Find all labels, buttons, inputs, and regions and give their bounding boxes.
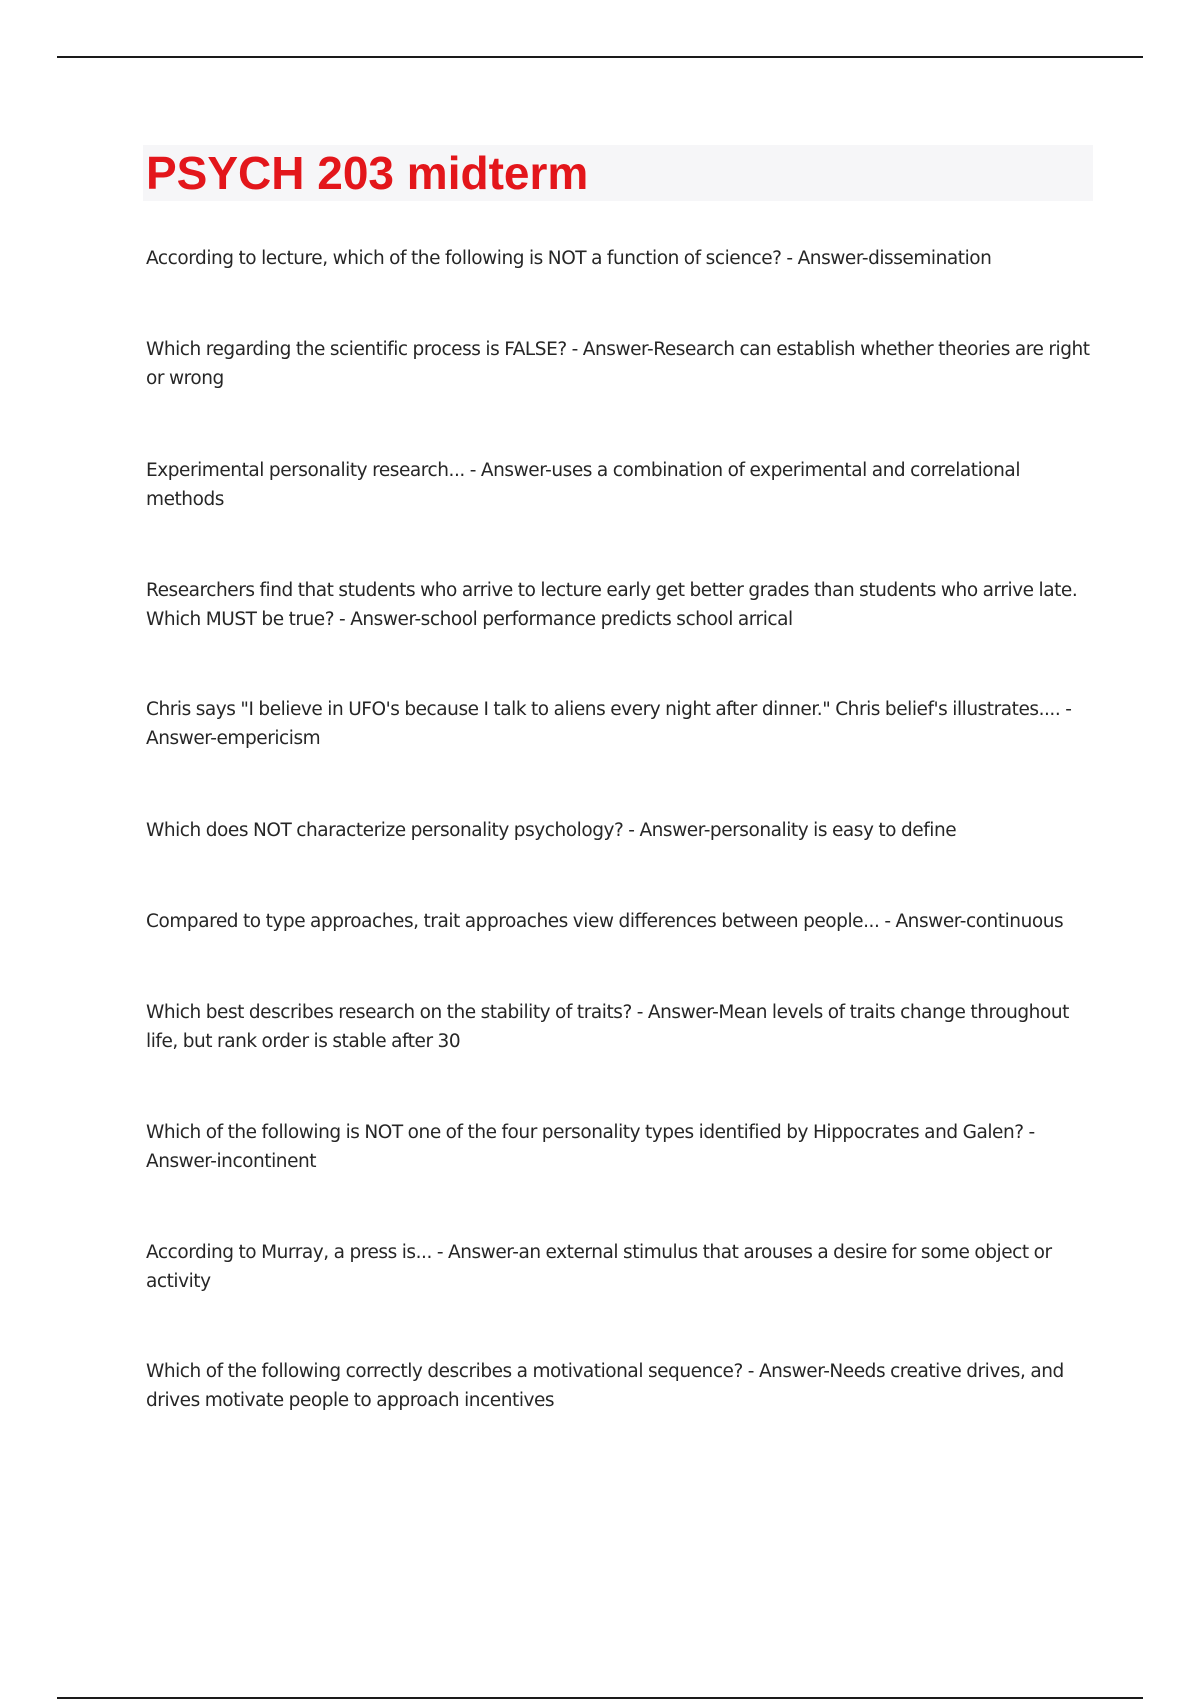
question-item-8: Which best describes research on the stability of traits? - Answer-Mean levels of traits change throughout life, but rank order is stable after 30 [146,1002,1069,1052]
question-item-5: Chris says "I believe in UFO's because I talk to aliens every night after dinner." Chris belief's illustrates.... - Answer-empericism [146,699,1072,749]
question-item-6: Which does NOT characterize personality psychology? - Answer-personality is easy to define [146,820,957,841]
question-item-11: Which of the following correctly describes a motivational sequence? - Answer-Needs creative drives, and drives motivate people to approach incentives [146,1361,1064,1411]
page-title: PSYCH 203 midterm [146,147,589,199]
question-item-4: Researchers find that students who arrive to lecture early get better grades than students who arrive late. Which MUST be true? - Answer-school performance predicts school arrical [146,580,1078,630]
question-item-7: Compared to type approaches, trait approaches view differences between people... - Answer-continuous [146,911,1064,932]
question-item-2: Which regarding the scientific process is FALSE? - Answer-Research can establish whether theories are right or wrong [146,339,1090,389]
question-item-1: According to lecture, which of the following is NOT a function of science? - Answer-dissemination [146,248,992,269]
question-item-3: Experimental personality research... - Answer-uses a combination of experimental and correlational methods [146,460,1021,510]
question-item-10: According to Murray, a press is... - Answer-an external stimulus that arouses a desire for some object or activity [146,1242,1052,1292]
bottom-divider [57,1697,1143,1699]
question-item-9: Which of the following is NOT one of the four personality types identified by Hippocrates and Galen? - Answer-incontinent [146,1122,1035,1172]
top-divider [57,56,1143,58]
